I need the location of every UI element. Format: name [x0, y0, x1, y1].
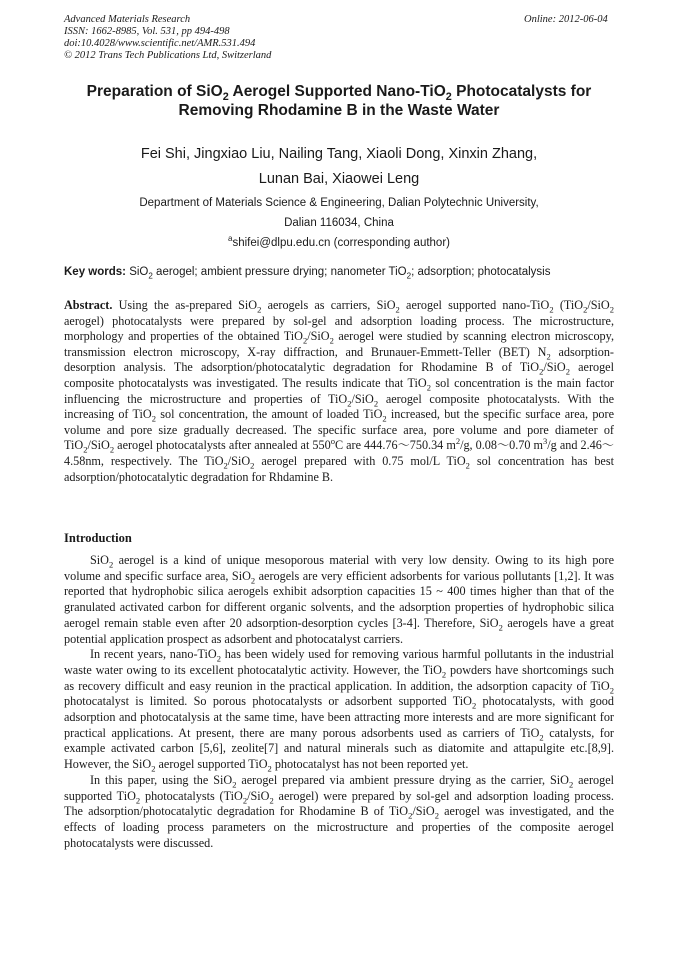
abstract: Abstract. Using the as-prepared SiO$_2$ aerogels as carriers, SiO$_2$ aerogel supported nano-TiO$_2$ (TiO$_2$/SiO$_2$ aerogel) photocatalysts were prepared by sol-gel and adsorption loading process. The microstructure, morphology and properties of the obtained TiO$_2$/SiO$_2$ aerogel were studied by scanning electron microscopy, transmission electron microscopy, X-ray diffraction, and Brunauer-Emmett-Teller (BET) $N_2$ adsorption-desorption analysis. The adsorption/photocatalytic degradation for Rhodamine B of TiO$_2$/SiO$_2$ aerogel composite photocatalysts was investigated. The results indicate that TiO$_2$ sol concentration is the main factor influencing the microstructure and properties of TiO$_2$/SiO$_2$ aerogel composite photocatalysts. With the increasing of TiO$_2$ sol concentration, the amount of loaded TiO$_2$ increased, but the specific surface area, pore volume and pore size gradually decreased. The specific surface area, pore volume and pore diameter of TiO$_2$/SiO$_2$ aerogel photocatalysts after annealed at 550$^o$C are 444.76～750.34 $m^2/g$, 0.08～0.70 $m^3/g$ and 2.46～4.58nm, respectively. The TiO$_2$/SiO$_2$ aerogel prepared with 0.75 mol/L TiO$_2$ sol concentration has best adsorption/photocatalytic degradation for Rhdamine B.	[64, 298, 614, 484]
journal-name: Advanced Materials Research	[64, 14, 191, 25]
doi-line: doi:10.4028/www.scientific.net/AMR.531.494	[64, 38, 256, 49]
issn-line: ISSN: 1662-8985, Vol. 531, pp 494-498	[64, 26, 230, 37]
author-list	[64, 142, 614, 192]
intro-paragraph-3: In this paper, using the SiO$_2$ aerogel prepared via ambient pressure drying as the carrier, SiO$_2$ aerogel supported TiO$_2$ photocatalysts (TiO$_2$/SiO$_2$ aerogel) were prepared by sol-gel and adsorption loading process. The adsorption/photocatalytic degradation for Rhodamine B of TiO$_2$/SiO$_2$ aerogel was investigated, and the effects of loading process parameters on the microstructure and properties of the composite aerogel photocatalysts were discussed.	[64, 772, 614, 850]
online-date: Online: 2012-06-04	[524, 14, 608, 25]
keywords-label: Key words:	[64, 266, 126, 278]
introduction-heading: Introduction	[64, 531, 132, 545]
affiliation-city: Dalian 116034, China	[284, 217, 394, 229]
intro-paragraph-1: SiO$_2$ aerogel is a kind of unique mesoporous material with very low density. Owing to its high pore volume and specific surface area, SiO$_2$ aerogels are very efficient adsorbents for various pollutants [1,2]. It was reported that hydrophobic silica aerogels exhibit adsorption capacities 15 ~ 400 times higher than that of the granulated activated carbon for different organic solvents, and the adsorption properties of hydrophobic silica aerogel remain stable even after 20 adsorption-desorption cycles [3-4]. Therefore, SiO$_2$ aerogels have a great potential application prospect as adsorbent and photocatalyst carriers.	[64, 553, 614, 646]
keywords: Key words: SiO$_2$ aerogel; ambient pressure drying; nanometer TiO$_2$; adsorption; photocatalysis	[64, 266, 551, 281]
authors-line-1: Fei Shi, Jingxiao Liu, Nailing Tang, Xiaoli Dong, Xinxin Zhang,	[140, 146, 538, 162]
introduction-body	[64, 553, 614, 851]
affiliation-dept: Department of Materials Science & Engineering, Dalian Polytechnic University,	[139, 197, 539, 209]
abstract-label: Abstract.	[64, 298, 113, 312]
journal-header	[64, 14, 271, 62]
authors-line-2: Lunan Bai, Xiaowei Leng	[258, 171, 420, 187]
intro-paragraph-2: In recent years, nano-TiO$_2$ has been widely used for removing various harmful pollutants in the industrial waste water owing to its excellent photocatalytic activity. However, the TiO$_2$ powders have shortcomings such as recovery difficult and easy reunion in the practical application. In addition, the adsorption capacity of TiO$_2$ photocatalyst is limited. So porous photocatalysts or adsorbent supported TiO$_2$ photocatalysts, with good adsorption and photocatalysis at the same time, have been attracting more interests and are more significant for practical applications. At present, there are many porous adsorbents used as carriers of TiO$_2$ catalysts, for example activated carbon [5,6], zeolite[7] and natural minerals such as diatomite and attapulgite etc.[8,9]. However, the SiO$_2$ aerogel supported TiO$_2$ photocatalyst has not been reported yet.	[64, 647, 614, 774]
affiliation	[64, 193, 614, 253]
copyright-line: © 2012 Trans Tech Publications Ltd, Switzerland	[64, 50, 272, 61]
affiliation-email: $^a$shifei@dlpu.edu.cn (corresponding author)	[227, 234, 450, 249]
paper-title: Preparation of SiO$_2$ Aerogel Supported Nano-TiO$_2$ Photocatalysts for Removing Rhodamine B in the Waste Water	[86, 83, 592, 119]
